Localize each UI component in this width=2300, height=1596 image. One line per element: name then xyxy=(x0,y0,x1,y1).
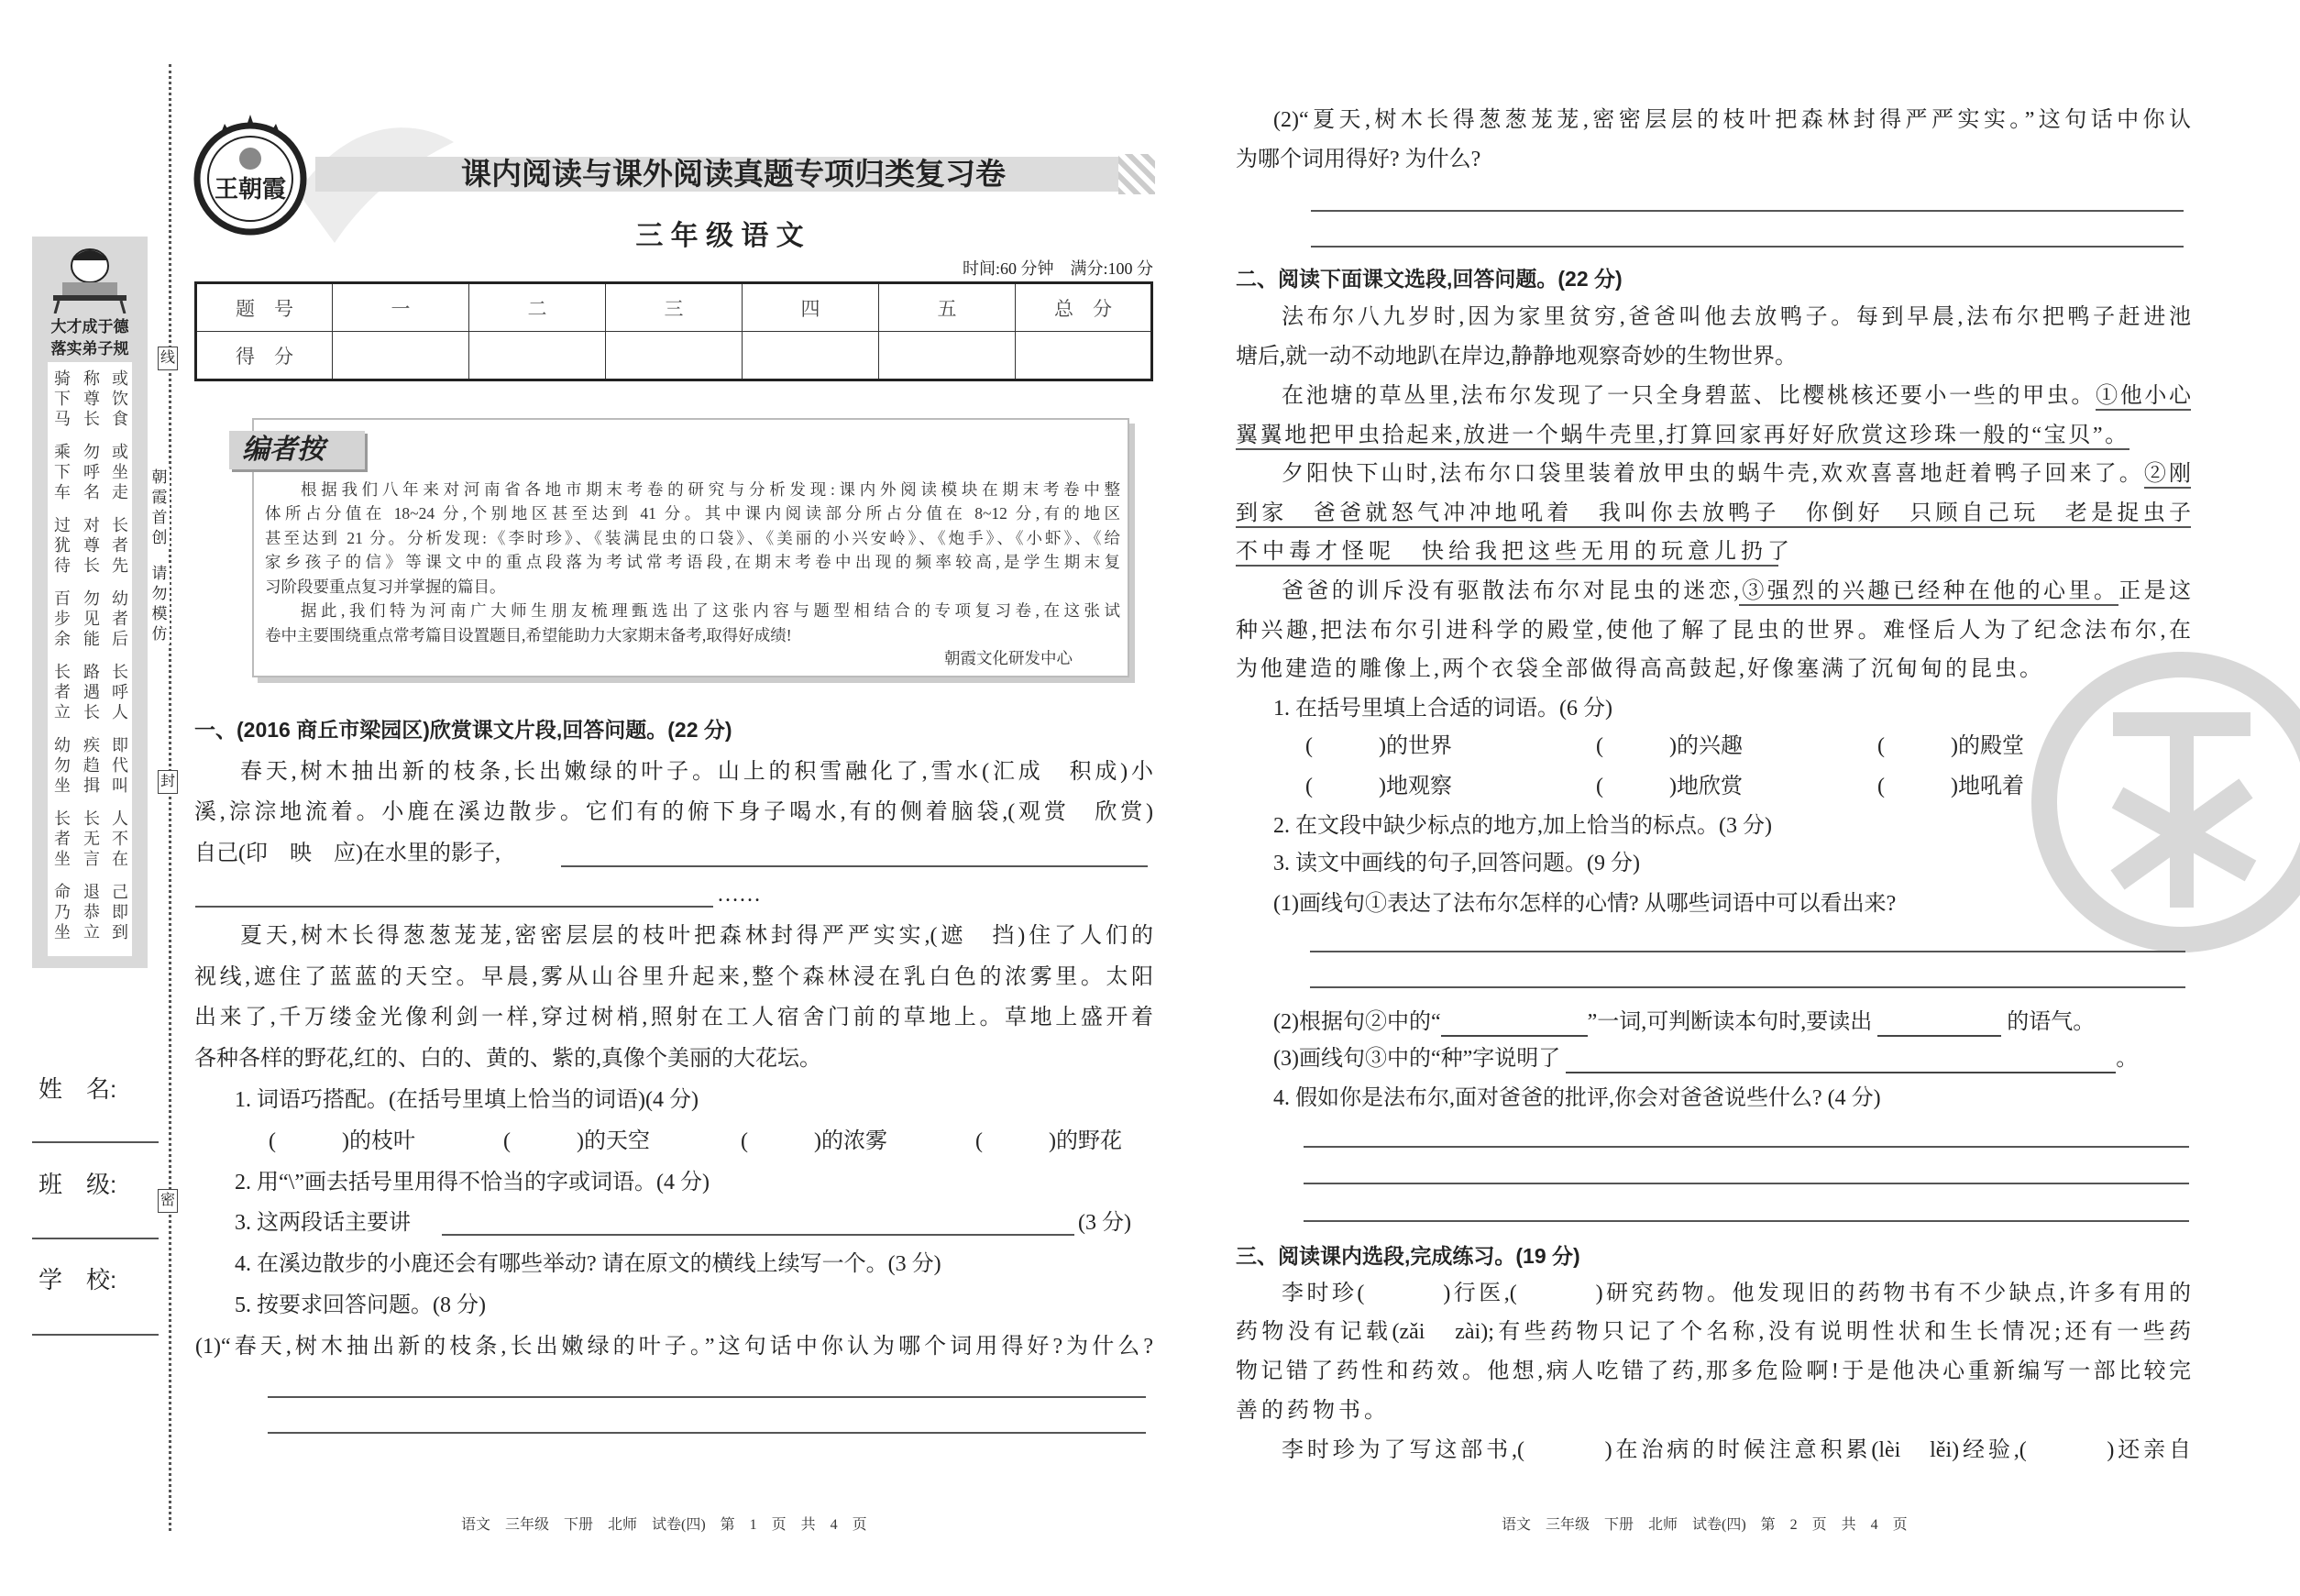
binding-line xyxy=(169,64,171,1531)
passage-text: 夕阳快下山时,法布尔口袋里装着放甲虫的蜗牛壳,欢欢喜喜地赶着鸭子回来了。 xyxy=(1282,462,2144,486)
underlined-sentence-2: 到家 爸爸就怒气冲冲地吼着 我叫你去放鸭子 你倒好 只顾自己玩 老是捉虫子 xyxy=(1236,499,2191,528)
school-label: 学 校: xyxy=(39,1266,117,1293)
school-input[interactable] xyxy=(32,1334,159,1336)
sidebar-motto-1: 大才成于德 xyxy=(50,318,129,336)
fill-item[interactable]: ( )地欣赏 xyxy=(1596,775,1743,798)
answer-line[interactable] xyxy=(1304,1220,2189,1222)
answer-blank[interactable] xyxy=(1877,1015,2001,1037)
passage-text: 正是这 xyxy=(2118,579,2192,603)
passage-line xyxy=(1282,459,2191,489)
score-header: 四 xyxy=(743,283,879,332)
question-text: 的语气。 xyxy=(2007,1010,2096,1034)
answer-blank[interactable] xyxy=(1566,1051,2116,1073)
copyright-note-2: 请勿模仿 xyxy=(149,564,170,644)
class-input[interactable] xyxy=(32,1238,159,1239)
question-text: ”一词,可判断读本句时,要读出 xyxy=(1587,1010,1873,1034)
question-3-2 xyxy=(1273,1007,2095,1037)
passage-line: 为他建造的雕像上,两个衣袋全部做得高高鼓起,好像塞满了沉甸甸的昆虫。 xyxy=(1236,657,2044,681)
student-cartoon-icon xyxy=(46,240,134,314)
score-header: 题 号 xyxy=(196,283,333,332)
question-3-answer-line[interactable] xyxy=(442,1234,1074,1236)
editor-note-line: 根据我们八年来对河南省各地市期末考卷的研究与分析发现:课内外阅读模块在期末考卷中整 xyxy=(301,480,1120,499)
copyright-note-1: 朝霞首创 xyxy=(149,468,170,548)
sidebar-verse: 勿见能 xyxy=(83,589,100,648)
question-1: 1. 词语巧搭配。(在括号里填上恰当的词语)(4 分) xyxy=(235,1088,699,1112)
sidebar-verse: 称尊长 xyxy=(83,369,100,428)
sidebar-verse: 骑下马 xyxy=(54,369,71,428)
underlined-sentence-1: ①他小心 xyxy=(2096,384,2191,411)
section-1-heading: 一、(2016 商丘市梁园区)欣赏课文片段,回答问题。(22 分) xyxy=(194,718,732,742)
question-1: 1. 在括号里填上合适的词语。(6 分) xyxy=(1273,697,1612,721)
page-2-footer: 语文 三年级 下册 北师 试卷(四) 第 2 页 共 4 页 xyxy=(1502,1517,1908,1533)
fill-item[interactable]: ( )的兴趣 xyxy=(1596,734,1743,758)
sidebar-verse: 对尊长 xyxy=(83,516,100,575)
question-text: 。 xyxy=(2116,1047,2139,1071)
passage-line: 各种各样的野花,红的、白的、黄的、紫的,真像个美丽的大花坛。 xyxy=(194,1047,821,1071)
answer-line[interactable] xyxy=(268,1396,1146,1398)
fill-item[interactable]: ( )地观察 xyxy=(1305,775,1452,798)
seal-mi-label: 密 xyxy=(158,1189,178,1213)
editor-note-line: 甚至达到 21 分。分析发现:《李时珍》、《装满昆虫的口袋》、《美丽的小兴安岭》、《炮手》、《小虾》、《给 xyxy=(265,529,1120,547)
passage-line: 物记错了药性和药效。他想,病人吃错了药,那多危险啊!于是他决心重新编写一部比较完 xyxy=(1236,1359,2191,1383)
sidebar-verse: 疾趋揖 xyxy=(83,736,100,795)
question-5-2: (2)“夏天,树木长得葱葱茏茏,密密层层的枝叶把森林封得严严实实。”这句话中你认 xyxy=(1273,108,2191,132)
sidebar-verse: 幼者后 xyxy=(112,589,128,648)
editor-note-label: 编者按 xyxy=(229,431,365,469)
seal-feng-label: 封 xyxy=(158,770,178,794)
score-header: 总 分 xyxy=(1016,283,1152,332)
question-3: 3. 这两段话主要讲 xyxy=(235,1211,411,1235)
time-info: 时间:60 分钟 满分:100 分 xyxy=(962,259,1153,278)
editor-note-line: 据此,我们特为河南广大师生朋友梳理甄选出了这张内容与题型相结合的专项复习卷,在这张试 xyxy=(301,601,1120,620)
passage-text: 爸爸的训斥没有驱散法布尔对昆虫的迷恋, xyxy=(1282,579,1739,603)
page-1-footer: 语文 三年级 下册 北师 试卷(四) 第 1 页 共 4 页 xyxy=(461,1517,867,1533)
score-cell[interactable] xyxy=(333,332,469,380)
brand-logo-text: 王朝霞 xyxy=(214,176,287,203)
name-label: 姓 名: xyxy=(39,1075,117,1103)
sidebar-motto-2: 落实弟子规 xyxy=(50,340,129,358)
passage-line: 塘后,就一动不动地趴在岸边,静静地观察奇妙的生物世界。 xyxy=(1236,345,1797,369)
fill-item[interactable]: ( )的浓雾 xyxy=(741,1129,887,1153)
passage-line: 种兴趣,把法布尔引进科学的殿堂,使他了解了昆虫的世界。难怪后人为了纪念法布尔,在 xyxy=(1236,619,2191,643)
passage-line: 李时珍为了写这部书,( )在治病的时候注意积累(lèi lěi)经验,( )还亲自 xyxy=(1282,1438,2191,1462)
score-row-label: 得 分 xyxy=(196,332,333,380)
score-cell[interactable] xyxy=(606,332,743,380)
passage-line: 善的药物书。 xyxy=(1236,1399,1390,1423)
sidebar-verse: 长无言 xyxy=(83,809,100,868)
passage-line: 法布尔八九岁时,因为家里贫穷,爸爸叫他去放鸭子。每到早晨,法布尔把鸭子赶进池 xyxy=(1282,305,2191,329)
sidebar-verse: 长者立 xyxy=(54,663,71,721)
class-label: 班 级: xyxy=(39,1171,117,1198)
score-header: 三 xyxy=(606,283,743,332)
score-cell[interactable] xyxy=(879,332,1016,380)
question-4: 4. 假如你是法布尔,面对爸爸的批评,你会对爸爸说些什么? (4 分) xyxy=(1273,1086,1881,1110)
fill-item[interactable]: ( )的枝叶 xyxy=(269,1129,415,1153)
passage-line: 药物没有记载(zǎi zài);有些药物只记了个名称,没有说明性状和生长情况;还有一些药 xyxy=(1236,1320,2191,1344)
answer-line[interactable] xyxy=(1304,1146,2189,1148)
name-input[interactable] xyxy=(32,1141,159,1143)
answer-line[interactable] xyxy=(268,1432,1146,1434)
fill-item[interactable]: ( )的天空 xyxy=(503,1129,650,1153)
score-cell[interactable] xyxy=(1016,332,1152,380)
fill-item[interactable]: ( )的世界 xyxy=(1305,734,1452,758)
section-2-heading: 二、阅读下面课文选段,回答问题。(22 分) xyxy=(1236,267,1623,291)
fill-item[interactable]: ( )的殿堂 xyxy=(1877,734,2024,758)
sidebar-verse: 路遇长 xyxy=(83,663,100,721)
ellipsis: …… xyxy=(717,883,761,907)
score-table xyxy=(194,281,1153,381)
passage-text: 在池塘的草丛里,法布尔发现了一只全身碧蓝、比樱桃核还要小一些的甲虫。 xyxy=(1282,384,2096,408)
sidebar-verse: 长者先 xyxy=(112,516,128,575)
continuation-answer-line[interactable] xyxy=(561,865,1148,867)
score-cell[interactable] xyxy=(743,332,879,380)
editor-note-line: 家乡孩子的信》等课文中的重点段落为考试常考语段,在期末考卷中出现的频率较高,是学生期末复 xyxy=(265,553,1120,571)
editor-note-line: 习阶段要重点复习并掌握的篇目。 xyxy=(265,578,506,596)
score-header: 一 xyxy=(333,283,469,332)
question-2: 2. 在文段中缺少标点的地方,加上恰当的标点。(3 分) xyxy=(1273,814,1772,838)
sidebar-verse: 长者坐 xyxy=(54,809,71,868)
answer-line[interactable] xyxy=(1311,210,2184,212)
continuation-answer-line[interactable] xyxy=(195,906,713,908)
question-3: 3. 读文中画线的句子,回答问题。(9 分) xyxy=(1273,852,1640,875)
fill-item[interactable]: ( )的野花 xyxy=(975,1129,1122,1153)
sidebar-verse: 勿呼名 xyxy=(83,443,100,501)
editor-note-line: 体所占分值在 18~24 分,个别地区甚至达到 41 分。其中课内阅读部分所占分值在 8~12 分,有的地区 xyxy=(265,504,1120,523)
answer-line[interactable] xyxy=(1310,986,2185,988)
passage-line: 溪,淙淙地流着。小鹿在溪边散步。它们有的俯下身子喝水,有的侧着脑袋,(观赏 欣赏) xyxy=(194,800,1153,824)
underlined-sentence-2: 不中毒才怪呢 快给我把这些无用的玩意儿扔了 xyxy=(1236,537,1778,567)
passage-line: 出来了,千万缕金光像利剑一样,穿过树梢,照射在工人宿舍门前的草地上。草地上盛开着 xyxy=(194,1006,1153,1029)
question-4: 4. 在溪边散步的小鹿还会有哪些举动? 请在原文的横线上续写一个。(3 分) xyxy=(235,1252,941,1276)
answer-line[interactable] xyxy=(1304,1183,2189,1184)
sidebar-verse: 退恭立 xyxy=(83,883,100,941)
score-cell[interactable] xyxy=(469,332,606,380)
paper-title: 课内阅读与课外阅读真题专项归类复习卷 xyxy=(461,157,1006,191)
passage-line xyxy=(1236,421,2129,450)
watermark-seal xyxy=(2030,642,2300,972)
sidebar-verse: 人不在 xyxy=(112,809,128,868)
passage-line: 李时珍( )行医,( )研究药物。他发现旧的药物书有不少缺点,许多有用的 xyxy=(1282,1282,2191,1305)
paper-subtitle: 三 年 级 语 文 xyxy=(635,221,804,251)
question-text: (3)画线句③中的“种”字说明了 xyxy=(1273,1047,1561,1071)
sidebar-verse: 或饮食 xyxy=(112,369,128,428)
sidebar-verse: 命乃坐 xyxy=(54,883,71,941)
sidebar-verse: 长呼人 xyxy=(112,663,128,721)
answer-line[interactable] xyxy=(1310,951,2185,952)
question-3-3 xyxy=(1273,1044,2138,1073)
question-2: 2. 用“\”画去括号里用得不恰当的字或词语。(4 分) xyxy=(235,1171,710,1194)
passage-line: 视线,遮住了蓝蓝的天空。早晨,雾从山谷里升起来,整个森林浸在乳白色的浓雾里。太阳 xyxy=(194,965,1153,989)
question-3-points: (3 分) xyxy=(1078,1211,1131,1235)
editor-note-line: 卷中主要围绕重点常考篇目设置题目,希望能助力大家期末备考,取得好成绩! xyxy=(265,626,792,644)
sidebar-verse: 过犹待 xyxy=(54,516,71,575)
sidebar-verse: 或坐走 xyxy=(112,443,128,501)
passage-line xyxy=(1282,381,2191,411)
underlined-sentence-2: ②刚 xyxy=(2144,462,2191,489)
passage-line: 夏天,树木长得葱葱茏茏,密密层层的枝叶把森林封得严严实实,(遮 挡)住了人们的 xyxy=(240,924,1153,948)
passage-line: 自己(印 映 应)在水里的影子, xyxy=(194,842,501,865)
sidebar-verse: 幼勿坐 xyxy=(54,736,71,795)
question-5-2-cont: 为哪个词用得好? 为什么? xyxy=(1236,148,1481,171)
seal-line-label: 线 xyxy=(158,347,178,370)
question-3-1: (1)画线句①表达了法布尔怎样的心情? 从哪些词语中可以看出来? xyxy=(1273,892,1897,916)
editor-note-signature: 朝霞文化研发中心 xyxy=(944,649,1073,667)
sidebar-verse: 百步余 xyxy=(54,589,71,648)
fill-item[interactable]: ( )地吼着 xyxy=(1877,775,2024,798)
question-text: (2)根据句②中的“ xyxy=(1273,1010,1441,1034)
passage-line xyxy=(1282,577,2191,606)
passage-line: 春天,树木抽出新的枝条,长出嫩绿的叶子。山上的积雪融化了,雪水(汇成 积成)小 xyxy=(240,760,1153,784)
question-5-1: (1)“春天,树木抽出新的枝条,长出嫩绿的叶子。”这句话中你认为哪个词用得好?为什么? xyxy=(195,1335,1153,1359)
underlined-sentence-1: 翼翼地把甲虫拾起来,放进一个蜗牛壳里,打算回家再好好欣赏这珍珠一般的“宝贝”。 xyxy=(1236,424,2129,450)
underlined-sentence-3: ③强烈的兴趣已经种在他的心里。 xyxy=(1739,579,2118,606)
sidebar-verse: 己即到 xyxy=(112,883,128,941)
sidebar-verse: 乘下车 xyxy=(54,443,71,501)
score-header: 五 xyxy=(879,283,1016,332)
answer-blank[interactable] xyxy=(1441,1015,1588,1037)
score-header: 二 xyxy=(469,283,606,332)
section-3-heading: 三、阅读课内选段,完成练习。(19 分) xyxy=(1236,1244,1580,1268)
answer-line[interactable] xyxy=(1311,246,2184,248)
sidebar-verse: 即代叫 xyxy=(112,736,128,795)
question-5: 5. 按要求回答问题。(8 分) xyxy=(235,1293,486,1317)
